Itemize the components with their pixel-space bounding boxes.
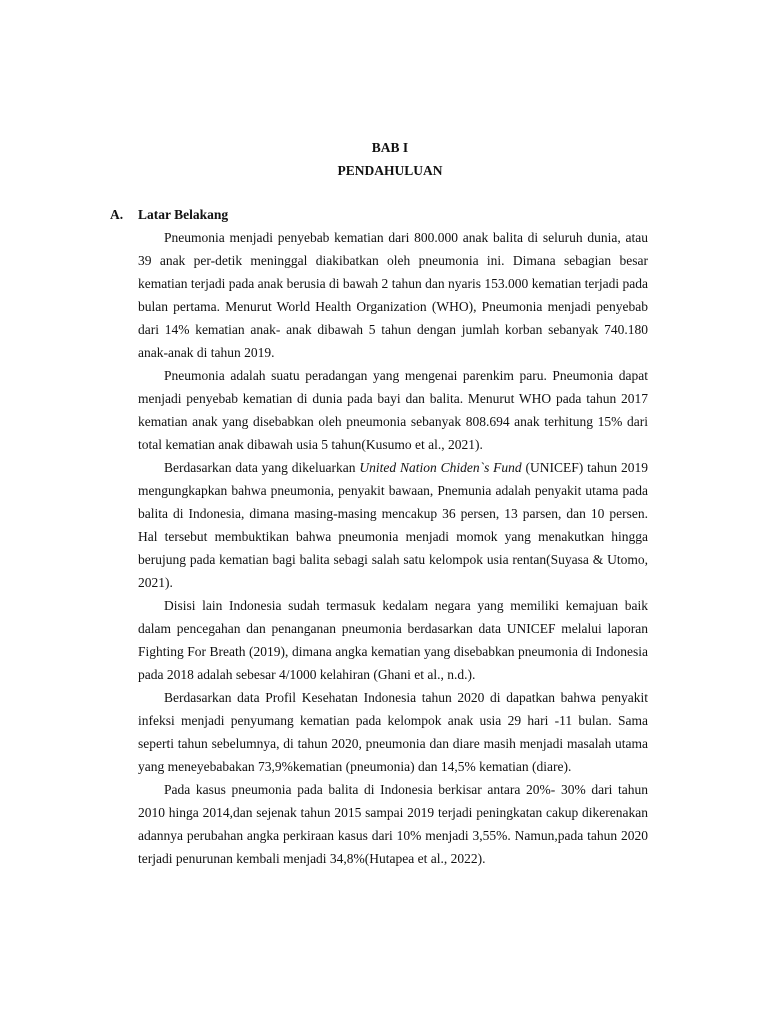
chapter-number: BAB I bbox=[371, 140, 409, 155]
paragraph-3-after: (UNICEF) tahun 2019 mengungkapkan bahwa pneumonia, penyakit bawaan, Pnemunia adalah penyakit utama pada balita di Indonesia, dimana masing-masing mencakup 36 persen, 13 parsen, dan 10 persen. Hal tersebut membuktikan bahwa pneumonia menjadi momok yang menakutkan hingga berujung pada kematian bagi balita sebagi salah satu kelompok usia rentan(Suyasa & Utomo, 2021). bbox=[138, 460, 648, 590]
chapter-title: PENDAHULUAN bbox=[337, 163, 443, 178]
section-letter: A. bbox=[110, 207, 124, 222]
paragraph-3 bbox=[138, 456, 648, 594]
paragraph-5: Berdasarkan data Profil Kesehatan Indonesia tahun 2020 di dapatkan bahwa penyakit infeksi menjadi penyumang kematian pada kelompok anak usia 29 hari -11 bulan. Sama seperti tahun sebelumnya, di tahun 2020, pneumonia dan diare masih menjadi masalah utama yang meneyebabakan 73,9%kematian (pneumonia) dan 14,5% kematian (diare). bbox=[138, 690, 648, 774]
body-text bbox=[138, 226, 648, 870]
paragraph-3-italic: United Nation Chiden`s Fund bbox=[359, 460, 522, 475]
chapter-heading bbox=[0, 136, 768, 182]
paragraph-1: Pneumonia menjadi penyebab kematian dari 800.000 anak balita di seluruh dunia, atau 39 anak per-detik meninggal diakibatkan oleh pneumonia ini. Dimana sebagian besar kematian terjadi pada anak berusia di bawah 2 tahun dan nyaris 153.000 kematian terjadi pada bulan pertama. Menurut World Health Organization (WHO), Pneumonia menjadi penyebab dari 14% kematian anak- anak dibawah 5 tahun dengan jumlah korban sebanyak 740.180 anak-anak di tahun 2019. bbox=[138, 230, 648, 360]
paragraph-6: Pada kasus pneumonia pada balita di Indonesia berkisar antara 20%- 30% dari tahun 2010 hinga 2014,dan sejenak tahun 2015 sampai 2019 terjadi peningkatan cakup dikerenakan adannya perubahan angka perkiraan kasus dari 10% menjadi 3,55%. Namun,pada tahun 2020 terjadi penurunan kembali menjadi 34,8%(Hutapea et al., 2022). bbox=[138, 782, 648, 866]
paragraph-3-before: Berdasarkan data yang dikeluarkan bbox=[164, 460, 360, 475]
paragraph-2: Pneumonia adalah suatu peradangan yang mengenai parenkim paru. Pneumonia dapat menjadi penyebab kematian di dunia pada bayi dan balita. Menurut WHO pada tahun 2017 kematian anak yang disebabkan oleh pneumonia sebanyak 808.694 anak terhitung 15% dari total kematian anak dibawah usia 5 tahun(Kusumo et al., 2021). bbox=[138, 368, 648, 452]
paragraph-4: Disisi lain Indonesia sudah termasuk kedalam negara yang memiliki kemajuan baik dalam pencegahan dan penanganan pneumonia berdasarkan data UNICEF melalui laporan Fighting For Breath (2019), dimana angka kematian yang disebabkan pneumonia di Indonesia pada 2018 adalah sebesar 4/1000 kelahiran (Ghani et al., n.d.). bbox=[138, 598, 648, 682]
section-heading bbox=[110, 204, 228, 226]
section-title: Latar Belakang bbox=[138, 207, 229, 222]
